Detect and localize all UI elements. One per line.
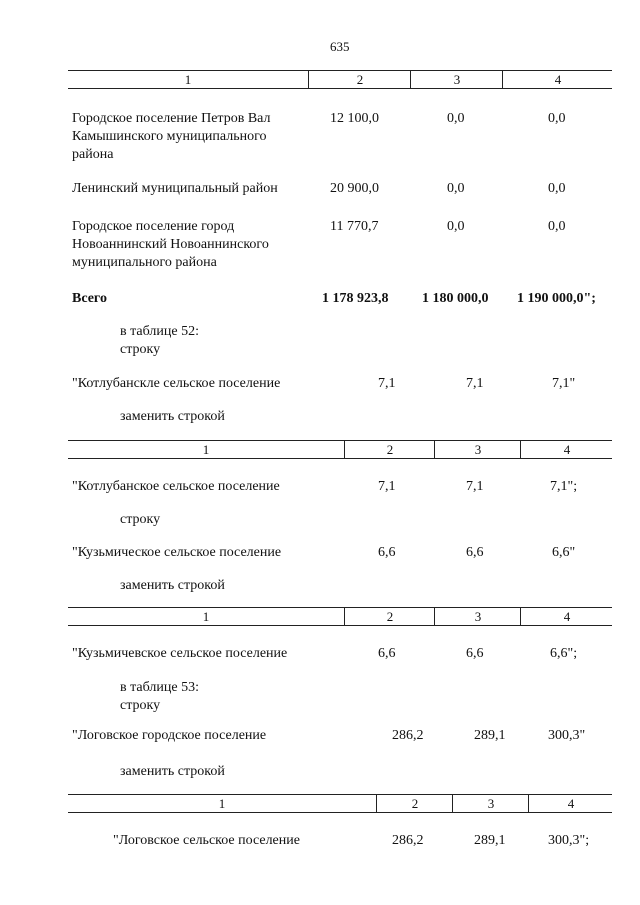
old-row-value-2: 7,1	[378, 376, 396, 391]
old-row-value-4: 7,1"	[552, 376, 576, 391]
header-col-4: 4	[520, 441, 613, 458]
row-name: Городское поселение Петров Вал Камышинского муниципального района	[72, 111, 271, 162]
new-row-value-4: 300,3";	[548, 833, 590, 848]
row-value-4: 0,0	[548, 181, 566, 196]
new-row-value-3: 7,1	[466, 479, 484, 494]
old-row-value-2: 6,6	[378, 545, 396, 560]
header-col-2: 2	[376, 795, 453, 812]
table-header	[68, 440, 612, 459]
table-header	[68, 70, 612, 89]
header-col-2: 2	[344, 441, 435, 458]
replace-instruction: заменить строкой	[120, 764, 225, 779]
total-label: Всего	[72, 291, 107, 306]
header-col-3: 3	[434, 608, 521, 625]
row-value-2: 11 770,7	[330, 219, 379, 234]
row-value-2: 20 900,0	[330, 181, 379, 196]
header-col-4: 4	[502, 71, 613, 88]
row-value-3: 0,0	[447, 219, 465, 234]
total-value-2: 1 178 923,8	[322, 291, 389, 306]
new-row-name: "Кузьмичевское сельское поселение	[72, 646, 288, 661]
header-col-1: 1	[218, 796, 226, 811]
header-col-4: 4	[528, 795, 613, 812]
new-row-value-3: 289,1	[474, 833, 506, 848]
old-row-name: "Котлубанскле сельское поселение	[72, 376, 281, 391]
old-row-value-4: 6,6"	[552, 545, 576, 560]
old-row-name: "Логовское городское поселение	[72, 728, 267, 743]
old-row-name: "Кузьмическое сельское поселение	[72, 545, 282, 560]
row-name: Ленинский муниципальный район	[72, 181, 278, 196]
old-row-value-2: 286,2	[392, 728, 424, 743]
table52-intro: в таблице 52: строку	[120, 324, 199, 357]
row-value-4: 0,0	[548, 219, 566, 234]
header-col-1: 1	[184, 72, 192, 87]
table-header	[68, 794, 612, 813]
total-value-4: 1 190 000,0";	[517, 291, 596, 306]
old-row-value-3: 7,1	[466, 376, 484, 391]
replace-instruction: заменить строкой	[120, 409, 225, 424]
header-col-3: 3	[410, 71, 503, 88]
old-row-value-4: 300,3"	[548, 728, 586, 743]
old-row-value-3: 289,1	[474, 728, 506, 743]
header-col-2: 2	[308, 71, 411, 88]
row-value-3: 0,0	[447, 111, 465, 126]
table53-intro: в таблице 53: строку	[120, 680, 199, 713]
new-row-name: "Логовское сельское поселение	[113, 833, 300, 848]
row-value-2: 12 100,0	[330, 111, 379, 126]
new-row-name: "Котлубанское сельское поселение	[72, 479, 280, 494]
header-col-3: 3	[434, 441, 521, 458]
new-row-value-2: 286,2	[392, 833, 424, 848]
new-row-value-4: 6,6";	[550, 646, 578, 661]
header-col-3: 3	[452, 795, 529, 812]
table-header	[68, 607, 612, 626]
total-value-3: 1 180 000,0	[422, 291, 489, 306]
old-row-value-3: 6,6	[466, 545, 484, 560]
intro-row: строку	[120, 512, 161, 527]
new-row-value-3: 6,6	[466, 646, 484, 661]
new-row-value-2: 7,1	[378, 479, 396, 494]
new-row-value-4: 7,1";	[550, 479, 578, 494]
header-col-4: 4	[520, 608, 613, 625]
replace-instruction: заменить строкой	[120, 578, 225, 593]
header-col-1: 1	[202, 442, 210, 457]
page-number: 635	[330, 39, 350, 54]
new-row-value-2: 6,6	[378, 646, 396, 661]
row-value-4: 0,0	[548, 111, 566, 126]
header-col-1: 1	[202, 609, 210, 624]
row-value-3: 0,0	[447, 181, 465, 196]
row-name: Городское поселение город Новоаннинский Новоаннинского муниципального района	[72, 219, 269, 270]
header-col-2: 2	[344, 608, 435, 625]
